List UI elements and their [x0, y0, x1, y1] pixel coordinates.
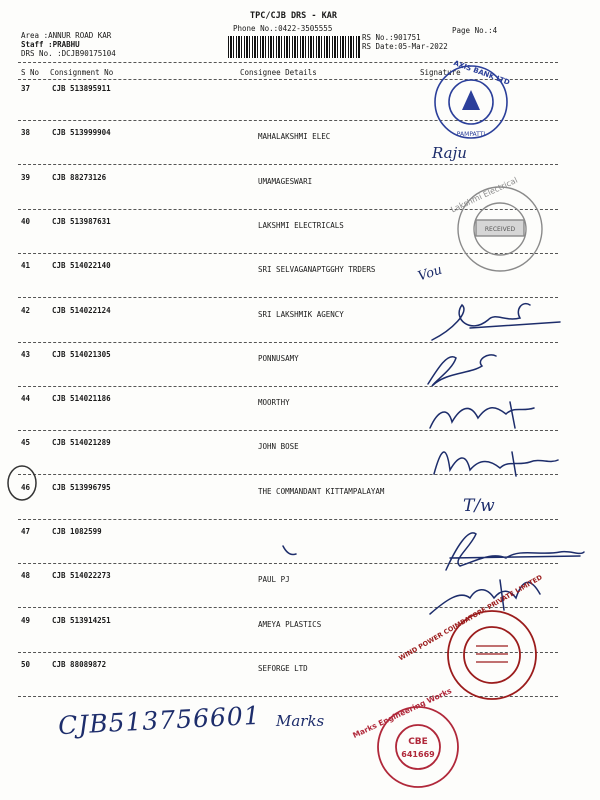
rs-number: RS No.:901751	[362, 33, 421, 42]
row-consignment-no: CJB 88089872	[52, 660, 107, 669]
row-consignee-name: MOORTHY	[258, 398, 290, 407]
lakshmi-electrical-stamp-text: Lakshmi Electrical	[449, 175, 519, 215]
marks-engineering-stamp-code: 641669	[401, 750, 435, 759]
row-consignee-name: SRI SELVAGANAPTGGHY TRDERS	[258, 265, 376, 274]
row-sno: 46	[21, 483, 31, 492]
lakshmi-electrical-stamp-inner: RECEIVED	[484, 226, 516, 233]
row-consignment-no: CJB 513914251	[52, 616, 111, 625]
axis-bank-stamp-branch: PAMPATTI	[456, 131, 486, 138]
row-sno: 50	[21, 660, 31, 669]
row-consignment-no: CJB 513999904	[52, 128, 111, 137]
row-sno: 48	[21, 571, 31, 580]
col-signature: Signature	[420, 68, 461, 77]
row-consignee-name: SEFORGE LTD	[258, 664, 308, 673]
col-consignment: Consignment No	[50, 68, 114, 77]
row-consignment-no: CJB 513987631	[52, 217, 111, 226]
row-sno: 42	[21, 306, 31, 315]
row-consignment-no: CJB 513895911	[52, 84, 111, 93]
row-consignee-name: PAUL PJ	[258, 575, 290, 584]
axis-bank-stamp	[435, 59, 511, 138]
row-sno: 47	[21, 527, 31, 536]
col-sno: S No	[21, 68, 40, 77]
row-consignee-name: JOHN BOSE	[258, 442, 299, 451]
row-sno: 41	[21, 261, 31, 270]
staff-label: Staff :PRABHU	[21, 40, 80, 49]
handwritten-footer-name: Marks	[276, 712, 325, 730]
row-consignee-name: UMAMAGESWARI	[258, 177, 313, 186]
document-title: TPC/CJB DRS - KAR	[250, 11, 337, 21]
row-consignee-name: PONNUSAMY	[258, 354, 299, 363]
row-consignment-no: CJB 514021186	[52, 394, 111, 403]
rs-date: RS Date:05-Mar-2022	[362, 42, 448, 51]
row-consignment-no: CJB 513996795	[52, 483, 111, 492]
wind-power-stamp-text: WIND POWER COIMBATORE PRIVATE LIMITED	[397, 573, 544, 663]
row-sno: 43	[21, 350, 31, 359]
row-consignment-no: CJB 1082599	[52, 527, 102, 536]
handwritten-row46: T/w	[463, 496, 495, 516]
marks-engineering-stamp-city: CBE	[408, 737, 428, 747]
row-consignee-name: THE COMMANDANT KITTAMPALAYAM	[258, 487, 385, 496]
handwritten-row41: Vou	[416, 262, 445, 285]
lakshmi-electrical-stamp	[449, 176, 542, 271]
row-consignee-name: SRI LAKSHMIK AGENCY	[258, 310, 344, 319]
row-sno: 39	[21, 173, 31, 182]
row-consignee-name: LAKSHMI ELECTRICALS	[258, 221, 344, 230]
row-consignment-no: CJB 88273126	[52, 173, 107, 182]
handwritten-footer-number: CJB513756601	[57, 700, 262, 741]
row-sno: 44	[21, 394, 31, 403]
row-sno: 45	[21, 438, 31, 447]
row-consignment-no: CJB 514021289	[52, 438, 111, 447]
row-consignment-no: CJB 514022273	[52, 571, 111, 580]
row-sno: 38	[21, 128, 31, 137]
row-consignment-no: CJB 514022124	[52, 306, 111, 315]
row-consignment-no: CJB 514022140	[52, 261, 111, 270]
area-label: Area :ANNUR ROAD KAR	[21, 31, 112, 40]
handwritten-raju: Raju	[432, 144, 467, 162]
row-consignment-no: CJB 514021305	[52, 350, 111, 359]
row-consignee-name: AMEYA PLASTICS	[258, 620, 322, 629]
drs-number: DRS No. :DCJB90175104	[21, 49, 116, 58]
axis-bank-stamp-text: AXIS BANK LTD	[452, 58, 511, 87]
row-sno: 49	[21, 616, 31, 625]
wind-power-stamp	[397, 573, 544, 699]
row-sno: 40	[21, 217, 31, 226]
row-sno: 37	[21, 84, 31, 93]
marks-engineering-stamp	[351, 686, 458, 787]
col-consignee: Consignee Details	[240, 68, 317, 77]
phone-number: Phone No.:0422-3505555	[233, 24, 333, 33]
page-number: Page No.:4	[452, 26, 498, 35]
marks-engineering-stamp-text: Marks Engineering Works	[351, 686, 454, 740]
row-consignee-name: MAHALAKSHMI ELEC	[258, 132, 331, 141]
